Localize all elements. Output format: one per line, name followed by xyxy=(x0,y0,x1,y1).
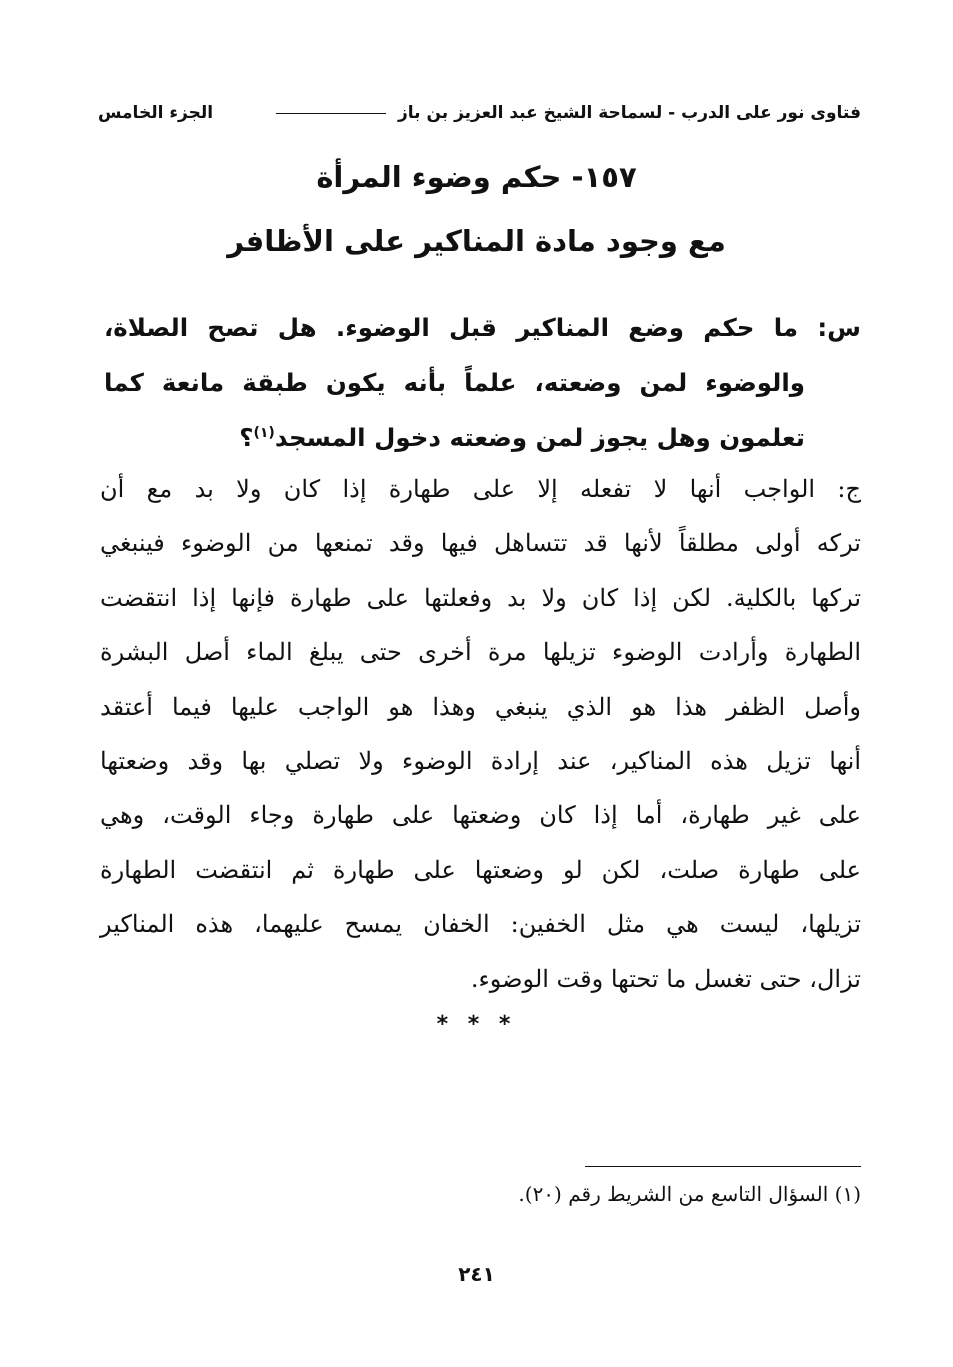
answer-line: الطهارة وأرادت الوضوء تزيلها مرة أخرى حتى يبلغ الماء أصل البشرة xyxy=(100,638,861,667)
page-number: ٢٤١ xyxy=(458,1262,495,1286)
header-book-group xyxy=(270,103,861,123)
footnote-text: (١) السؤال التاسع من الشريط رقم (٢٠). xyxy=(518,1182,861,1206)
question-block xyxy=(104,300,861,465)
question-mark: ؟ xyxy=(239,423,254,452)
header-rule xyxy=(276,113,386,114)
fatwa-title-line-1: ١٥٧- حكم وضوء المرأة xyxy=(316,160,637,194)
section-separator: * * * xyxy=(436,1012,517,1037)
fatwa-title-line-2: مع وجود مادة المناكير على الأظافر xyxy=(227,224,726,258)
answer-line: تركه أولى مطلقاً لأنها قد تتساهل فيها وقد تمنعها من الوضوء فينبغي xyxy=(100,529,861,558)
answer-line: على طهارة صلت، لكن لو وضعتها على طهارة ثم انتقضت الطهارة xyxy=(100,855,861,884)
answer-line: أنها تزيل هذه المناكير، عند إرادة الوضوء ولا تصلي بها وقد وضعتها xyxy=(100,747,861,776)
header-volume: الجزء الخامس xyxy=(98,103,214,123)
answer-line: ج: الواجب أنها لا تفعله إلا على طهارة إذا كان ولا بد مع أن xyxy=(100,475,862,503)
header-book-title: فتاوى نور على الدرب - لسماحة الشيخ عبد العزيز بن باز xyxy=(398,103,861,123)
question-line: والوضوء لمن وضعته، علماً بأنه يكون طبقة مانعة كما xyxy=(104,368,805,397)
running-header xyxy=(98,96,861,130)
question-line: س: ما حكم وضع المناكير قبل الوضوء. هل تصح الصلاة، xyxy=(104,313,861,342)
answer-line: على غير طهارة، أما إذا كان وضعتها على طهارة وجاء الوقت، وهي xyxy=(100,801,862,830)
answer-line: تركها بالكلية. لكن إذا كان ولا بد وفعلتها على طهارة فإنها إذا انتقضت xyxy=(100,583,861,612)
answer-line: وأصل الظفر هذا هو الذي ينبغي وهذا هو الواجب عليها فيما أعتقد xyxy=(100,692,861,721)
answer-block xyxy=(100,462,861,1006)
question-line-text: تعلمون وهل يجوز لمن وضعته دخول المسجد xyxy=(274,423,805,452)
question-line xyxy=(104,410,861,465)
footnote-rule xyxy=(585,1166,861,1167)
answer-line: تزيلها، ليست هي مثل الخفين: الخفان يمسح عليهما، هذه المناكير xyxy=(100,910,861,939)
footnote-reference[interactable]: (١) xyxy=(253,424,275,441)
answer-line: تزال، حتى تغسل ما تحتها وقت الوضوء. xyxy=(470,964,861,993)
